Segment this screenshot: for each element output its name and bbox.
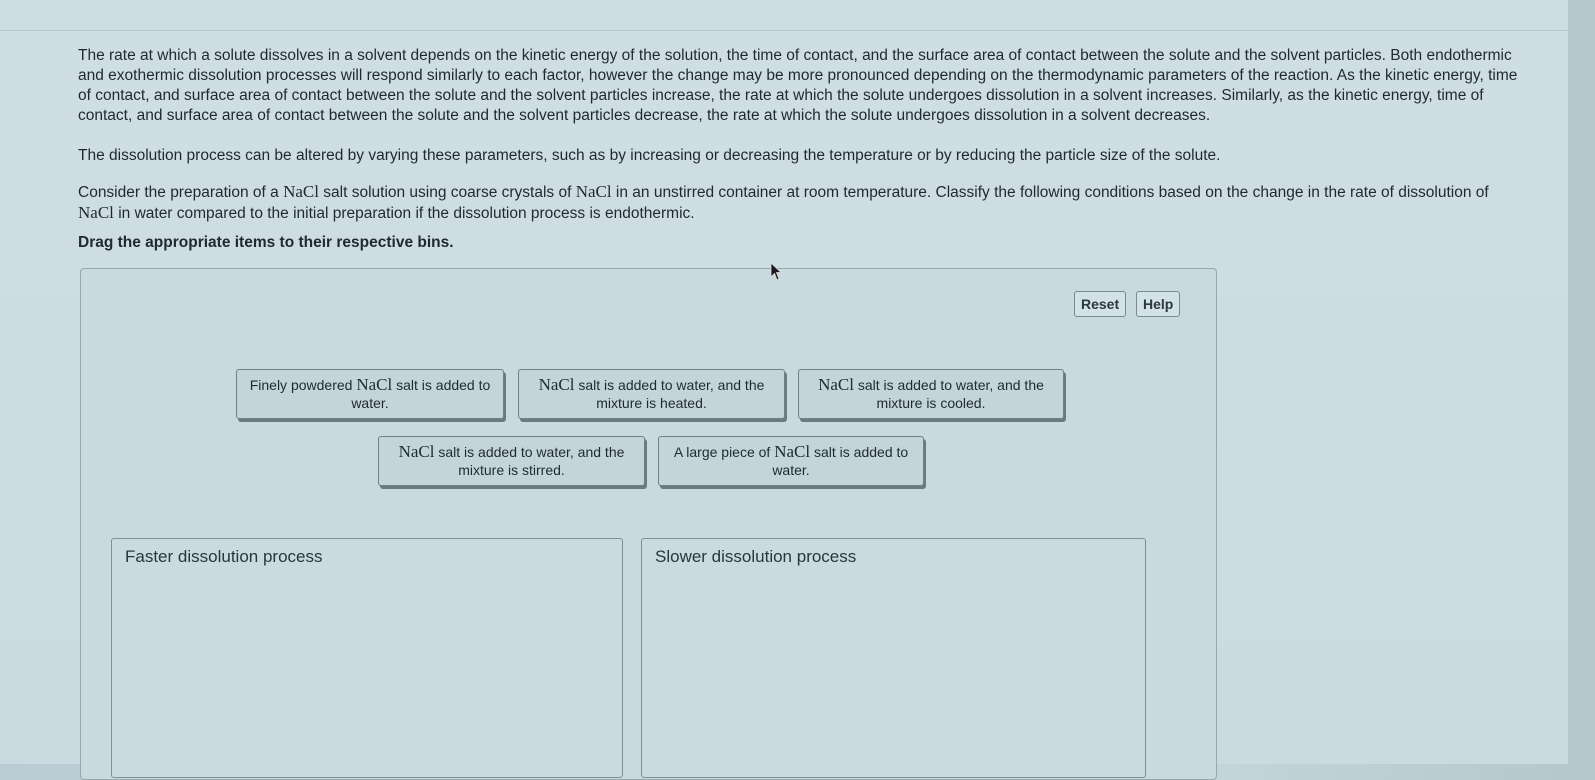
item-text: salt is added to water, and the mixture is stirred.: [434, 444, 625, 478]
draggable-item-heated[interactable]: [518, 369, 785, 419]
formula-nacl: NaCl: [283, 182, 319, 201]
formula-nacl: NaCl: [398, 442, 435, 461]
bin-title-slower: Slower dissolution process: [655, 547, 857, 566]
formula-nacl: NaCl: [818, 375, 854, 394]
intro-paragraph-3: [78, 182, 1528, 224]
draggable-item-powdered[interactable]: [236, 369, 504, 419]
formula-nacl: NaCl: [538, 375, 575, 394]
formula-nacl: NaCl: [356, 375, 393, 394]
mouse-cursor-icon: [770, 262, 784, 282]
draggable-item-cooled[interactable]: [798, 369, 1064, 419]
draggable-item-large-piece[interactable]: [658, 436, 924, 486]
item-text: Finely powdered: [249, 377, 357, 393]
draggable-item-stirred[interactable]: [378, 436, 645, 486]
text-segment: Consider the preparation of a: [78, 184, 284, 201]
text-segment: in water compared to the initial preparation if the dissolution process is endothermic.: [113, 205, 695, 222]
bin-title-faster: Faster dissolution process: [125, 547, 323, 566]
item-text: salt is added to water.: [351, 377, 491, 411]
formula-nacl: NaCl: [774, 442, 811, 461]
reset-button[interactable]: Reset: [1074, 291, 1126, 317]
formula-nacl: NaCl: [575, 182, 612, 201]
item-text: salt is added to water, and the mixture is cooled.: [853, 377, 1044, 411]
item-text: salt is added to water, and the mixture is heated.: [574, 377, 765, 411]
drag-instruction: Drag the appropriate items to their respective bins.: [78, 234, 454, 251]
intro-paragraph-1: The rate at which a solute dissolves in a solvent depends on the kinetic energy of the solution, the time of contact, and the surface area of contact between the solute and the solvent particles. Both endothermic and exothermic dissolution processes will respond similarly to each factor, however the change may be more pronounced depending on the thermodynamic parameters of the reaction. As the kinetic energy, time of contact, and surface area of contact between the solute and the solvent particles increase, the rate at which the solute undergoes dissolution in a solvent increases. Similarly, as the kinetic energy, time of contact, and surface area of contact between the solute and the solvent particles decrease, the rate at which the solute undergoes dissolution in a solvent decreases.: [78, 47, 1518, 124]
help-button[interactable]: Help: [1136, 291, 1180, 317]
formula-nacl: NaCl: [78, 203, 114, 222]
item-text: A large piece of: [673, 444, 775, 460]
top-bar: [0, 0, 1568, 31]
intro-paragraph-2: The dissolution process can be altered by varying these parameters, such as by increasing or decreasing the temperature or by reducing the particle size of the solute.: [78, 147, 1221, 164]
item-text: salt is added to water.: [772, 444, 909, 478]
text-segment: in an unstirred container at room temperature. Classify the following conditions based on the change in the rate of dissolution of: [611, 184, 1489, 201]
bin-slower-dissolution[interactable]: [641, 538, 1146, 778]
text-segment: salt solution using coarse crystals of: [318, 184, 576, 201]
bin-faster-dissolution[interactable]: [111, 538, 623, 778]
